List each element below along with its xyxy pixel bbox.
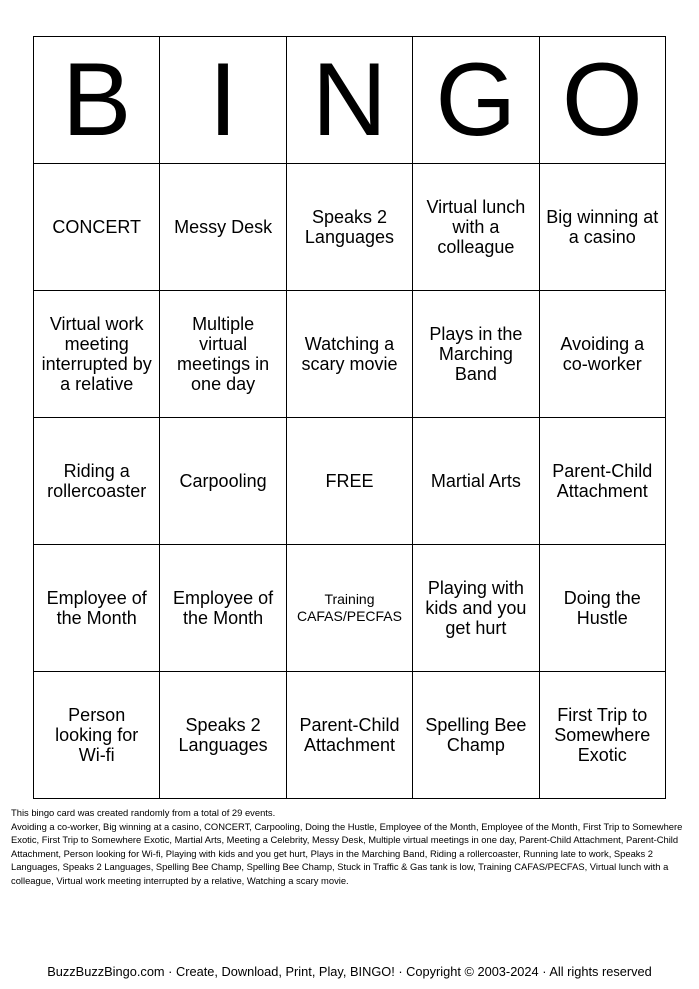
bingo-cell: Parent-Child Attachment bbox=[539, 418, 665, 545]
bingo-cell: Watching a scary movie bbox=[286, 291, 412, 418]
bingo-cell: Messy Desk bbox=[160, 164, 286, 291]
header-letter-i: I bbox=[160, 37, 286, 164]
bingo-cell: Virtual work meeting interrupted by a relative bbox=[34, 291, 160, 418]
bingo-cell: Spelling Bee Champ bbox=[413, 672, 539, 799]
bingo-cell: Person looking for Wi-fi bbox=[34, 672, 160, 799]
bingo-row-1 bbox=[34, 164, 666, 291]
bingo-cell: Plays in the Marching Band bbox=[413, 291, 539, 418]
header-letter-b: B bbox=[34, 37, 160, 164]
header-letter-g: G bbox=[413, 37, 539, 164]
bingo-cell: Training CAFAS/PECFAS bbox=[286, 545, 412, 672]
card-summary-text: This bingo card was created randomly from a total of 29 events. bbox=[11, 807, 276, 818]
bingo-cell: Virtual lunch with a colleague bbox=[413, 164, 539, 291]
header-row bbox=[34, 37, 666, 164]
bingo-cell: Parent-Child Attachment bbox=[286, 672, 412, 799]
bingo-cell: Employee of the Month bbox=[34, 545, 160, 672]
bingo-cell: Multiple virtual meetings in one day bbox=[160, 291, 286, 418]
bingo-cell: Speaks 2 Languages bbox=[286, 164, 412, 291]
bingo-cell: Big winning at a casino bbox=[539, 164, 665, 291]
header-letter-o: O bbox=[539, 37, 665, 164]
bingo-row-4 bbox=[34, 545, 666, 672]
bingo-row-2 bbox=[34, 291, 666, 418]
bingo-cell: Employee of the Month bbox=[160, 545, 286, 672]
event-list-text: Avoiding a co-worker, Big winning at a casino, CONCERT, Carpooling, Doing the Hustle, Employee of the Month, Employee of the Month, First Trip to Somewhere Exotic, First Trip to Somewhere Exotic, Martial Arts, Meeting a Celebrity, Messy Desk, Multiple virtual meetings in one day, Parent-Child Attachment, Parent-Child Attachment, Person looking for Wi-fi, Playing with kids and you get hurt, Plays in the Marching Band, Riding a rollercoaster, Running late to work, Speaks 2 Languages, Speaks 2 Languages, Spelling Bee Champ, Spelling Bee Champ, Stuck in Traffic & Gas tank is low, Training CAFAS/PECFAS, Virtual lunch with a colleague, Virtual work meeting interrupted by a relative, Watching a scary movie. bbox=[11, 820, 683, 886]
bingo-cell: Riding a rollercoaster bbox=[34, 418, 160, 545]
bingo-row-3 bbox=[34, 418, 666, 545]
footer-text: BuzzBuzzBingo.com · Create, Download, Print, Play, BINGO! · Copyright © 2003-2024 · All rights reserved bbox=[47, 964, 652, 979]
card-info bbox=[11, 806, 689, 888]
bingo-cell: Avoiding a co-worker bbox=[539, 291, 665, 418]
bingo-cell: Martial Arts bbox=[413, 418, 539, 545]
free-space-cell: FREE bbox=[286, 418, 412, 545]
header-letter-n: N bbox=[286, 37, 412, 164]
bingo-cell: Speaks 2 Languages bbox=[160, 672, 286, 799]
bingo-cell: CONCERT bbox=[34, 164, 160, 291]
bingo-row-5 bbox=[34, 672, 666, 799]
bingo-cell: First Trip to Somewhere Exotic bbox=[539, 672, 665, 799]
bingo-cell: Doing the Hustle bbox=[539, 545, 665, 672]
bingo-cell: Carpooling bbox=[160, 418, 286, 545]
bingo-cell: Playing with kids and you get hurt bbox=[413, 545, 539, 672]
bingo-card bbox=[33, 36, 666, 799]
